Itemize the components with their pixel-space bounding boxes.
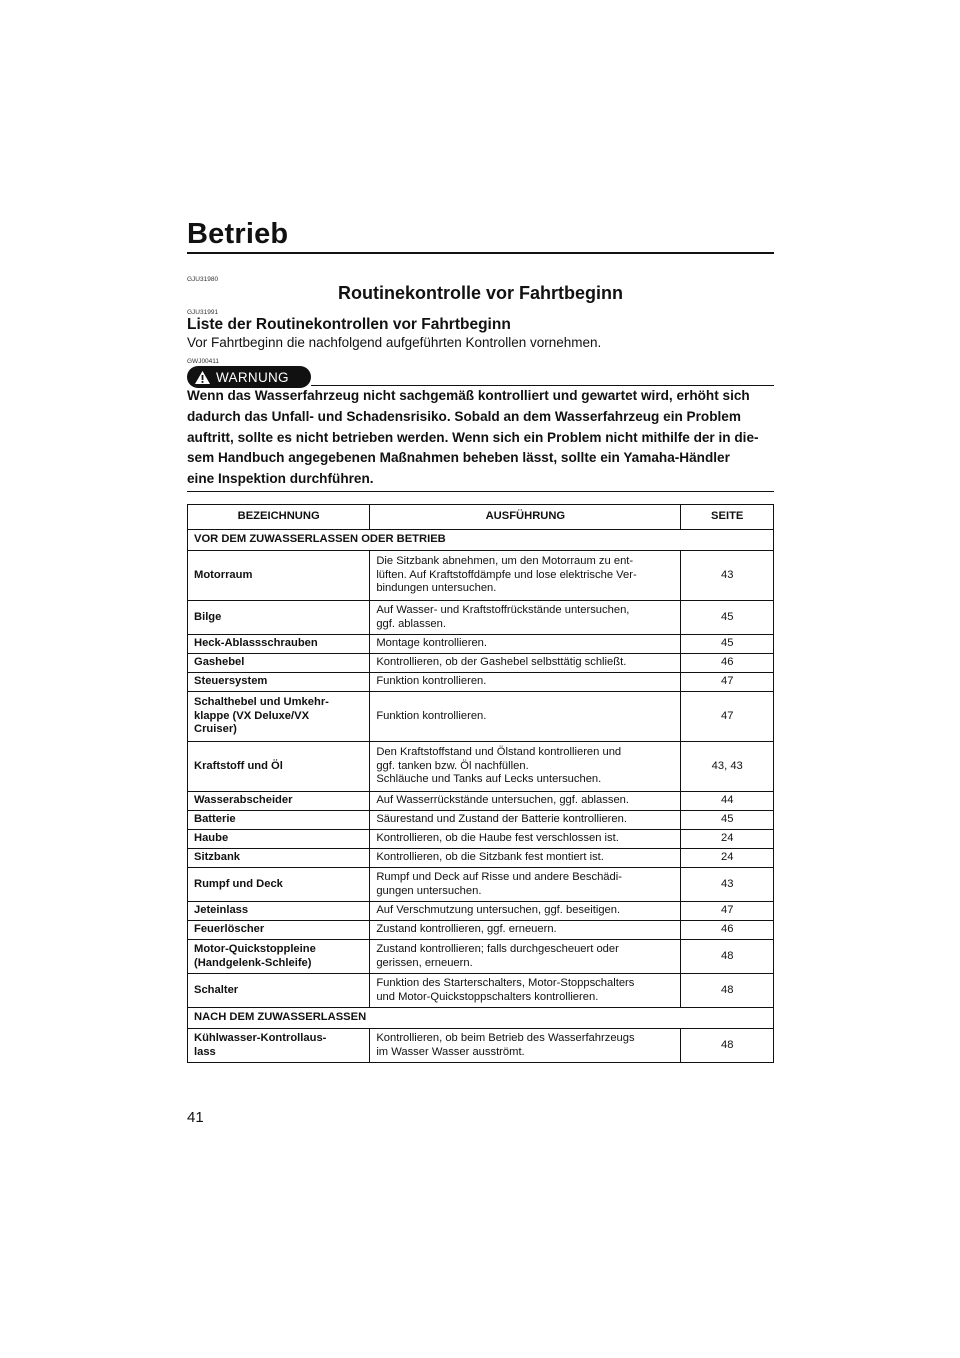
cell-line: Schläuche und Tanks auf Lecks untersuchen. [376,773,602,786]
column-header-name: BEZEICHNUNG [188,505,370,530]
table-group-row [188,530,774,551]
warning-line: sem Handbuch angegebenen Maßnahmen beheben lässt, sollte ein Yamaha-Händler [187,450,730,466]
item-name [188,830,370,849]
chapter-divider [187,252,774,254]
item-name [188,673,370,692]
item-page: 43 [681,551,774,601]
cell-line: Haube [194,832,229,845]
table-row [188,849,774,868]
cell-line: Kontrollieren, ob die Sitzbank fest montiert ist. [376,851,604,864]
item-page: 24 [681,830,774,849]
subsection-code: GJU31991 [187,309,219,316]
chapter-title: Betrieb [187,218,289,250]
item-action [370,921,681,940]
warning-line: auftritt, sollte es nicht betrieben werden. Wenn sich ein Problem nicht mithilfe der in die- [187,429,759,445]
cell-line: Rumpf und Deck [194,877,283,890]
column-header-action: AUSFÜHRUNG [370,505,681,530]
cell-line: Montage kontrollieren. [376,637,488,650]
warning-line: dadurch das Unfall- und Schadensrisiko. Sobald an dem Wasserfahrzeug ein Problem [187,408,741,424]
cell-line: gungen untersuchen. [376,884,482,897]
table-row [188,830,774,849]
item-name [188,811,370,830]
cell-line: Funktion kontrollieren. [376,675,487,688]
cell-line: Motor-Quickstoppleine [194,942,316,955]
group-heading: VOR DEM ZUWASSERLASSEN ODER BETRIEB [188,530,774,551]
item-name [188,635,370,654]
item-name [188,654,370,673]
checklist-table [187,504,774,1063]
item-name [188,902,370,921]
item-name [188,1029,370,1063]
warning-line: eine Inspektion durchführen. [187,471,374,487]
item-action [370,692,681,742]
table-row [188,902,774,921]
item-action [370,551,681,601]
subsection-title: Liste der Routinekontrollen vor Fahrtbeginn [187,316,511,333]
cell-line: bindungen untersuchen. [376,582,497,595]
item-action [370,742,681,792]
item-page: 43 [681,868,774,902]
group-heading: NACH DEM ZUWASSERLASSEN [188,1008,774,1029]
item-page: 44 [681,792,774,811]
warning-end-divider [187,491,774,492]
cell-line: Den Kraftstoffstand und Ölstand kontrollieren und [376,746,622,759]
column-header-page: SEITE [681,505,774,530]
item-page: 24 [681,849,774,868]
cell-line: lüften. Auf Kraftstoffdämpfe und lose elektrische Ver- [376,568,637,581]
cell-line: lass [194,1045,216,1058]
item-page: 45 [681,811,774,830]
table-row [188,742,774,792]
table-group-row [188,1008,774,1029]
cell-line: ggf. ablassen. [376,617,446,630]
cell-line: Gashebel [194,656,245,669]
item-page: 45 [681,635,774,654]
item-page: 43, 43 [681,742,774,792]
cell-line: Funktion des Starterschalters, Motor-Stoppschalters [376,976,635,989]
item-page: 47 [681,673,774,692]
table-row [188,551,774,601]
warning-triangle-icon [194,370,211,385]
cell-line: Kraftstoff und Öl [194,759,283,772]
cell-line: Steuersystem [194,675,268,688]
cell-line: Zustand kontrollieren; falls durchgescheuert oder [376,942,619,955]
item-action [370,654,681,673]
item-page: 48 [681,1029,774,1063]
cell-line: Motorraum [194,568,253,581]
cell-line: Wasserabscheider [194,794,293,807]
item-action [370,635,681,654]
table-row [188,792,774,811]
table-row [188,811,774,830]
item-name [188,692,370,742]
table-row [188,601,774,635]
item-name [188,601,370,635]
item-name [188,551,370,601]
cell-line: Kontrollieren, ob der Gashebel selbsttätig schließt. [376,656,627,669]
item-action [370,830,681,849]
table-row [188,635,774,654]
item-action [370,792,681,811]
item-page: 48 [681,974,774,1008]
table-row [188,868,774,902]
item-name [188,868,370,902]
item-action [370,673,681,692]
item-action [370,902,681,921]
cell-line: Sitzbank [194,851,241,864]
table-row [188,1029,774,1063]
table-header-row [188,505,774,530]
section-code: GJU31980 [187,276,219,283]
cell-line: Cruiser) [194,723,237,736]
cell-line: Kühlwasser-Kontrollaus- [194,1031,327,1044]
cell-line: (Handgelenk-Schleife) [194,956,312,969]
warning-label: WARNUNG [216,369,289,385]
cell-line: im Wasser Wasser ausströmt. [376,1045,525,1058]
item-page: 47 [681,902,774,921]
cell-line: Heck-Ablassschrauben [194,637,318,650]
cell-line: Auf Verschmutzung untersuchen, ggf. beseitigen. [376,904,621,917]
cell-line: Kontrollieren, ob die Haube fest verschlossen ist. [376,832,619,845]
cell-line: Feuerlöscher [194,923,265,936]
item-action [370,1029,681,1063]
item-name [188,792,370,811]
cell-line: Kontrollieren, ob beim Betrieb des Wasserfahrzeugs [376,1031,635,1044]
table-row [188,673,774,692]
cell-line: und Motor-Quickstoppschalters kontrollieren. [376,990,599,1003]
item-action [370,601,681,635]
section-title: Routinekontrolle vor Fahrtbeginn [337,283,623,303]
cell-line: Schalthebel und Umkehr- [194,696,329,709]
cell-line: Schalter [194,983,239,996]
table-body [188,530,774,1063]
item-name [188,974,370,1008]
cell-line: ggf. tanken bzw. Öl nachfüllen. [376,759,529,772]
item-page: 48 [681,940,774,974]
table-row [188,692,774,742]
cell-line: Säurestand und Zustand der Batterie kontrollieren. [376,813,627,826]
item-action [370,849,681,868]
item-page: 45 [681,601,774,635]
item-action [370,940,681,974]
cell-line: gerissen, erneuern. [376,956,473,969]
cell-line: Die Sitzbank abnehmen, um den Motorraum zu ent- [376,555,634,568]
cell-line: Funktion kontrollieren. [376,709,487,722]
cell-line: Batterie [194,813,236,826]
cell-line: Bilge [194,610,222,623]
cell-line: Auf Wasser- und Kraftstoffrückstände untersuchen, [376,603,630,616]
item-name [188,921,370,940]
cell-line: klappe (VX Deluxe/VX [194,709,310,722]
item-name [188,742,370,792]
warning-badge [187,366,311,388]
warning-line: Wenn das Wasserfahrzeug nicht sachgemäß kontrolliert und gewartet wird, erhöht sich [187,388,750,403]
table-row [188,921,774,940]
table-row [188,940,774,974]
item-page: 46 [681,654,774,673]
item-name [188,940,370,974]
item-page: 47 [681,692,774,742]
cell-line: Zustand kontrollieren, ggf. erneuern. [376,923,557,936]
item-action [370,974,681,1008]
item-name [188,849,370,868]
table-row [188,654,774,673]
warning-text [187,386,777,490]
intro-text: Vor Fahrtbeginn die nachfolgend aufgeführten Kontrollen vornehmen. [187,335,602,350]
page-number: 41 [187,1109,204,1126]
item-action [370,811,681,830]
cell-line: Jeteinlass [194,904,249,917]
cell-line: Rumpf und Deck auf Risse und andere Beschädi- [376,870,622,883]
item-page: 46 [681,921,774,940]
warning-code: GWJ00411 [187,358,220,365]
cell-line: Auf Wasserrückstände untersuchen, ggf. ablassen. [376,794,629,807]
table-row [188,974,774,1008]
item-action [370,868,681,902]
